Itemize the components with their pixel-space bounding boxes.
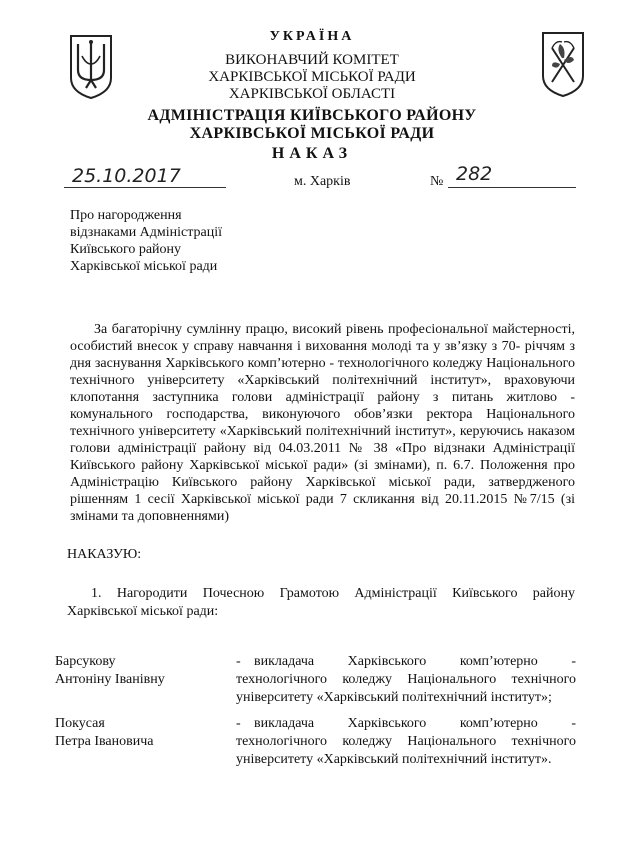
order-number-label: № <box>430 174 444 189</box>
awardee-name <box>55 715 225 751</box>
awardee-description <box>236 715 576 769</box>
date-underline <box>64 187 226 188</box>
awardee-surname: Барсукову <box>55 654 116 669</box>
awardee-description <box>236 653 576 707</box>
preamble-paragraph: За багаторічну сумлінну працю, високий рівень професіональної майстерності, особистий внесок у справу навчання і виховання молоді та у зв’язку з 70- річчям з дня заснування Харківського комп’ютерно - технологічного коледжу Національного технічного університету «Харківський політехнічний інститут», враховуючи клопотання заступника голови адміністрації району з питань житлово - комунального господарства, виконуючого обов’язки ректора Національного технічного університету «Харківський політехнічний інститут», керуючись наказом голови адміністрації району від 04.03.2011 № 38 «Про відзнаки Адміністрації Київського району Харківської міської ради» (зі змінами), п. 6.7. Положення про Адміністрацію Київського району Харківської міської ради, затвердженого рішенням 1 сесії Харківської міської ради 7 скликання від 20.11.2015 №7/15 (зі змінами та доповненнями) <box>70 322 575 524</box>
awardee-position: викладача Харківського комп’ютерно - технологічного коледжу Національного технічного університету «Харківський політехнічний інститут». <box>236 716 576 767</box>
header-committee-line-2: ХАРКІВСЬКОЇ МІСЬКОЇ РАДИ <box>208 69 416 85</box>
header-country: УКРАЇНА <box>269 29 355 44</box>
order-city: м. Харків <box>294 174 351 189</box>
order-subject <box>70 207 222 275</box>
header-committee-line-1: ВИКОНАВЧИЙ КОМІТЕТ <box>225 52 399 68</box>
awardee-dash: - <box>236 716 241 731</box>
preamble <box>70 321 575 525</box>
subject-line: Харківської міської ради <box>70 259 218 274</box>
subject-line: Про нагородження <box>70 208 182 223</box>
subject-line: відзнаками Адміністрації <box>70 225 223 240</box>
order-date-handwritten: 25.10.2017 <box>72 165 181 187</box>
decree-heading: НАКАЗУЮ: <box>67 547 142 562</box>
header-administration-line-1: АДМІНІСТРАЦІЯ КИЇВСЬКОГО РАЙОНУ <box>147 107 477 124</box>
awardee-surname: Покусая <box>55 716 105 731</box>
document-type-title: НАКАЗ <box>271 145 353 162</box>
header-committee-line-3: ХАРКІВСЬКОЇ ОБЛАСТІ <box>228 86 396 102</box>
header-administration-line-2: ХАРКІВСЬКОЇ МІСЬКОЇ РАДИ <box>189 125 435 142</box>
awardee-given-names: Петра Івановича <box>55 734 154 749</box>
subject-line: Київського району <box>70 242 182 257</box>
awardee-dash: - <box>236 654 241 669</box>
order-number-handwritten: 282 <box>456 163 493 185</box>
awardee-name <box>55 653 225 689</box>
number-underline <box>448 187 576 188</box>
order-item-1: 1. Нагородити Почесною Грамотою Адміністрації Київського району Харківської міської ради: <box>67 586 575 619</box>
awardee-position: викладача Харківського комп’ютерно - технологічного коледжу Національного технічного університету «Харківський політехнічний інститут»; <box>236 654 576 705</box>
awardee-given-names: Антоніну Іванівну <box>55 672 165 687</box>
